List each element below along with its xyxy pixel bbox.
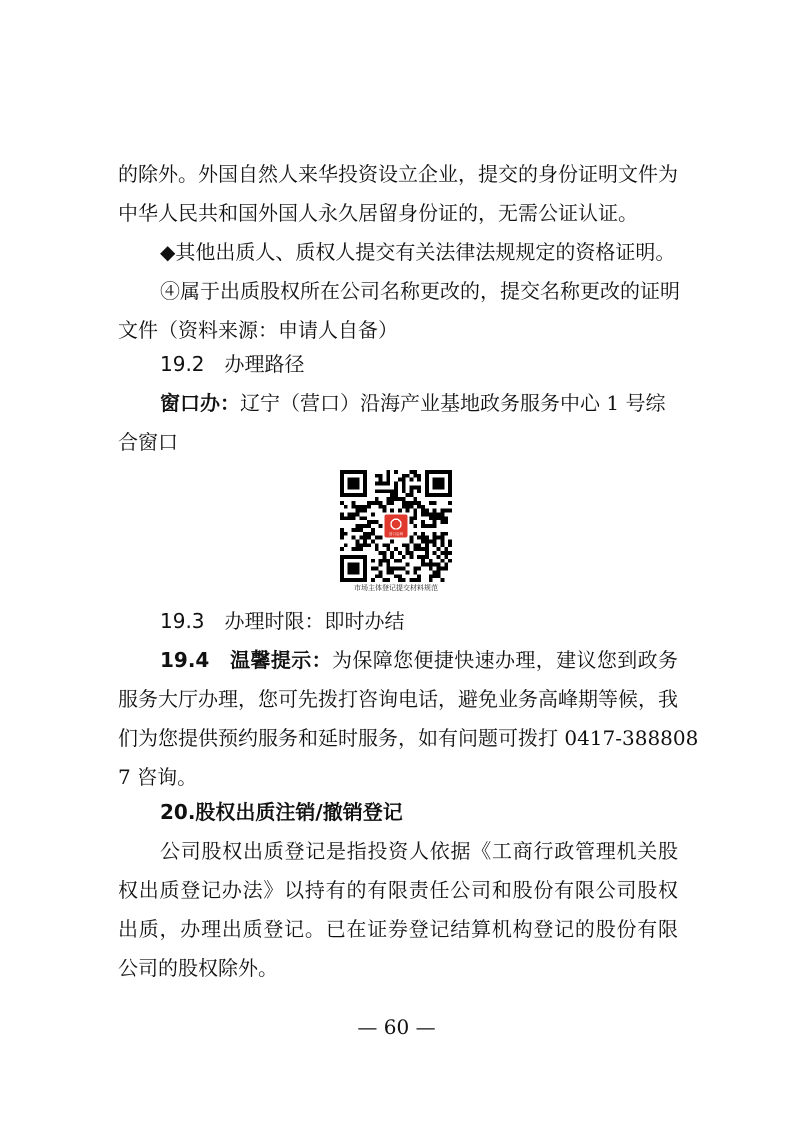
body-line-5: 文件（资料来源：申请人自备） <box>118 318 398 342</box>
window-line-2: 合窗口 <box>118 430 178 454</box>
section-20-heading: 20.股权出质注销/撤销登记 <box>160 800 403 824</box>
qr-caption: 市场主体登记提交材料规范 <box>354 584 438 592</box>
section-19-3 <box>160 607 678 635</box>
body-line-4: ④属于出质股权所在公司名称更改的，提交名称更改的证明 <box>160 279 680 303</box>
section-19-2-heading: 19.2 办理路径 <box>160 352 305 376</box>
window-text: 辽宁（营口）沿海产业基地政务服务中心 1 号综 <box>240 391 666 415</box>
window-line <box>160 389 678 417</box>
section-19-4-line-2: 服务大厅办理，您可先拨打咨询电话，避免业务高峰期等候，我 <box>118 687 678 711</box>
body-line-3: ◆其他出质人、质权人提交有关法律法规规定的资格证明。 <box>160 240 676 264</box>
section-19-4-line-1 <box>160 646 678 674</box>
body-line-1: 的除外。外国自然人来华投资设立企业，提交的身份证明文件为 <box>118 162 678 186</box>
section-19-4-line-4: 7 咨询。 <box>118 765 198 789</box>
qr-code-block <box>337 470 455 593</box>
section-19-4-line-3: 们为您提供预约服务和延时服务，如有问题可拨打 0417-388808 <box>118 726 699 750</box>
page-number: — 60 — <box>357 1015 436 1039</box>
qr-code-image <box>340 470 452 582</box>
section-20-line-3: 出质，办理出质登记。已在证券登记结算机构登记的股份有限 <box>118 917 678 941</box>
section-19-3-value: 即时办结 <box>324 609 405 633</box>
section-20-line-4: 公司的股权除外。 <box>118 956 278 980</box>
section-20-line-1: 公司股权出质登记是指投资人依据《工商行政管理机关股 <box>160 839 678 863</box>
section-19-4-label: 19.4 温馨提示： <box>160 648 332 672</box>
section-19-3-label: 19.3 办理时限： <box>160 609 325 633</box>
window-label: 窗口办： <box>160 391 240 415</box>
body-line-2: 中华人民共和国外国人永久居留身份证的，无需公证认证。 <box>118 201 638 225</box>
qr-logo-text <box>389 531 403 536</box>
section-19-4-text-1: 为保障您便捷快速办理，建议您到政务 <box>331 648 678 672</box>
section-20-line-2: 权出质登记办法》以持有的有限责任公司和股份有限公司股权 <box>118 878 678 902</box>
